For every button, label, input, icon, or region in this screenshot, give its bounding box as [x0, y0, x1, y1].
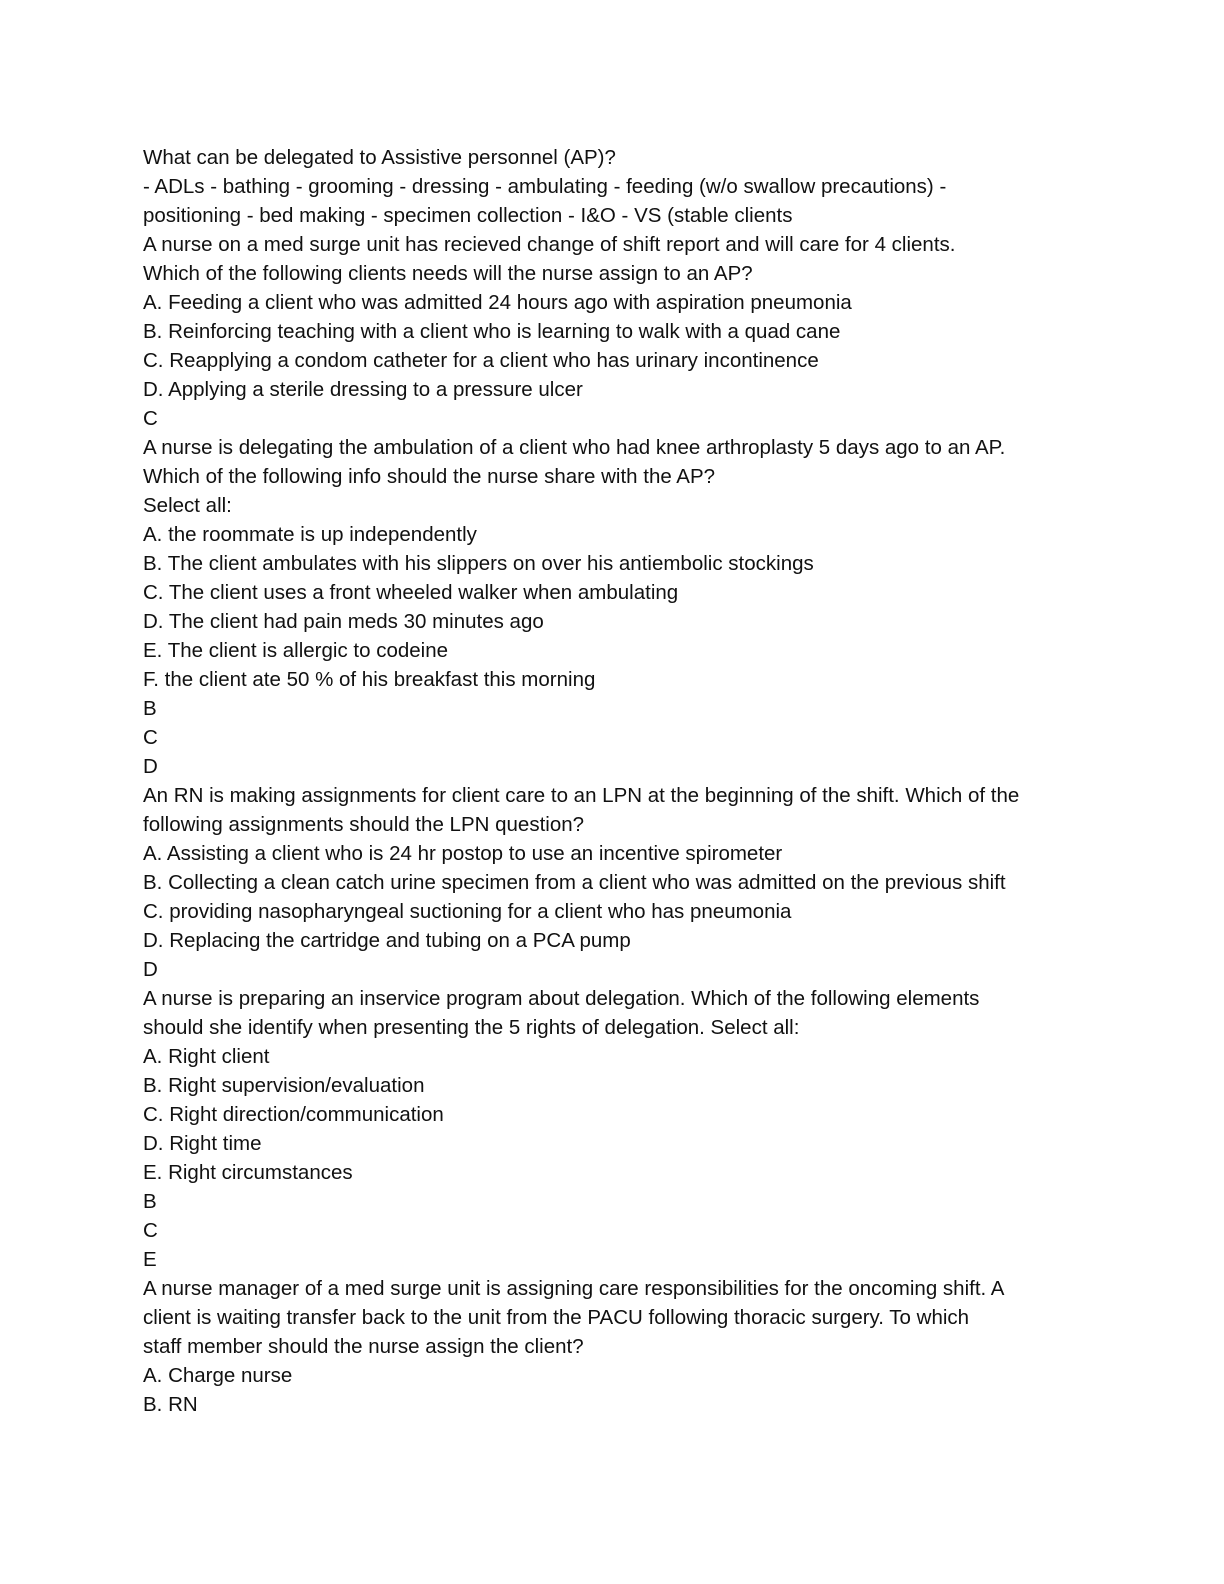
text-line: A. Feeding a client who was admitted 24 hours ago with aspiration pneumonia — [143, 291, 852, 314]
text-line: Which of the following info should the nurse share with the AP? — [143, 465, 716, 488]
text-line: D — [143, 958, 158, 981]
text-line: A nurse manager of a med surge unit is assigning care responsibilities for the oncoming shift. A — [143, 1277, 1005, 1300]
text-line: positioning - bed making - specimen collection - I&O - VS (stable clients — [143, 204, 793, 227]
text-line: A nurse is delegating the ambulation of a client who had knee arthroplasty 5 days ago to an AP. — [143, 436, 1006, 459]
document-page — [143, 143, 1103, 1419]
text-line: D. Applying a sterile dressing to a pressure ulcer — [143, 378, 583, 401]
text-line: - ADLs - bathing - grooming - dressing - ambulating - feeding (w/o swallow precautions) - — [143, 175, 947, 198]
text-line: B — [143, 697, 157, 720]
text-line: D. Replacing the cartridge and tubing on a PCA pump — [143, 929, 631, 952]
text-line: D — [143, 755, 158, 778]
text-line: C — [143, 726, 158, 749]
text-line: Which of the following clients needs will the nurse assign to an AP? — [143, 262, 753, 285]
text-line: B. Right supervision/evaluation — [143, 1074, 425, 1097]
text-line: A. the roommate is up independently — [143, 523, 477, 546]
text-line: B — [143, 1190, 157, 1213]
text-line: D. The client had pain meds 30 minutes ago — [143, 610, 544, 633]
text-line: A. Assisting a client who is 24 hr postop to use an incentive spirometer — [143, 842, 783, 865]
text-line: Select all: — [143, 494, 232, 517]
text-line: staff member should the nurse assign the client? — [143, 1335, 584, 1358]
text-line: A. Right client — [143, 1045, 270, 1068]
text-line: E. The client is allergic to codeine — [143, 639, 449, 662]
text-line: D. Right time — [143, 1132, 262, 1155]
text-line: client is waiting transfer back to the unit from the PACU following thoracic surgery. To which — [143, 1306, 970, 1329]
text-line: C. The client uses a front wheeled walker when ambulating — [143, 581, 679, 604]
text-line: E. Right circumstances — [143, 1161, 353, 1184]
text-line: C. Reapplying a condom catheter for a client who has urinary incontinence — [143, 349, 819, 372]
text-line: What can be delegated to Assistive personnel (AP)? — [143, 146, 616, 169]
text-line: B. RN — [143, 1393, 198, 1416]
text-line: C. providing nasopharyngeal suctioning for a client who has pneumonia — [143, 900, 792, 923]
text-line: B. The client ambulates with his slippers on over his antiembolic stockings — [143, 552, 814, 575]
text-line: A nurse is preparing an inservice program about delegation. Which of the following elements — [143, 987, 980, 1010]
text-line: should she identify when presenting the 5 rights of delegation. Select all: — [143, 1016, 800, 1039]
text-line: B. Collecting a clean catch urine specimen from a client who was admitted on the previous shift — [143, 871, 1006, 894]
text-line: C — [143, 1219, 158, 1242]
text-line: C. Right direction/communication — [143, 1103, 444, 1126]
text-line: A nurse on a med surge unit has recieved change of shift report and will care for 4 clients. — [143, 233, 956, 256]
text-line: A. Charge nurse — [143, 1364, 293, 1387]
text-line: F. the client ate 50 % of his breakfast this morning — [143, 668, 596, 691]
text-line: following assignments should the LPN question? — [143, 813, 585, 836]
text-line: B. Reinforcing teaching with a client who is learning to walk with a quad cane — [143, 320, 841, 343]
text-line: C — [143, 407, 158, 430]
text-line: E — [143, 1248, 157, 1271]
text-line: An RN is making assignments for client care to an LPN at the beginning of the shift. Which of the — [143, 784, 1020, 807]
